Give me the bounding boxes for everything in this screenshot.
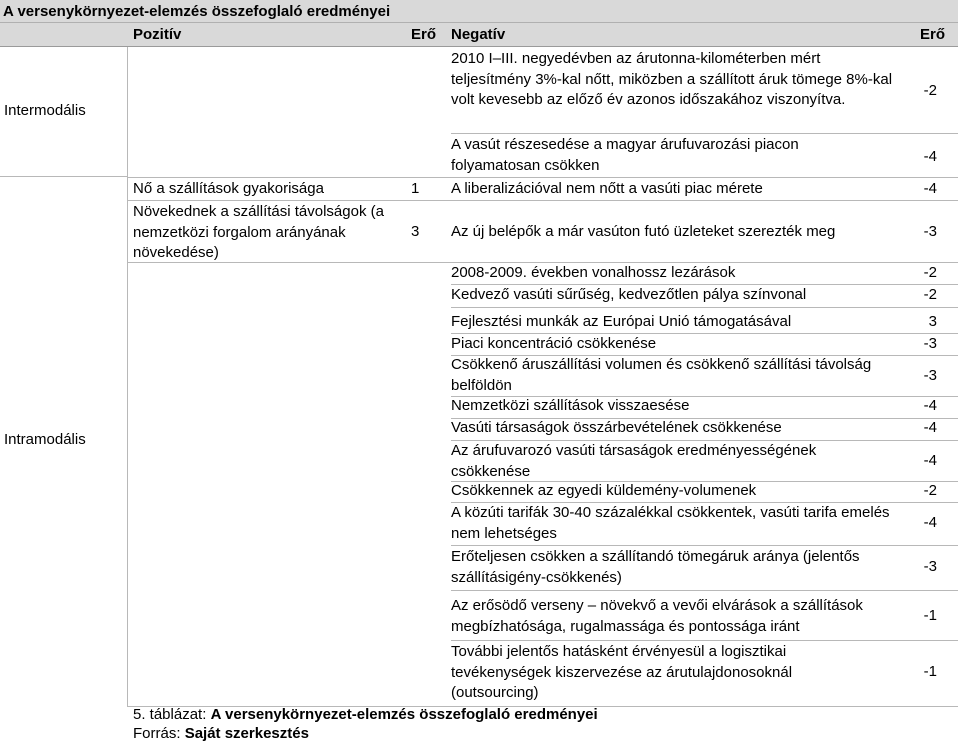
header-negative: Negatív <box>451 26 506 43</box>
row-divider <box>451 133 958 134</box>
header-strength-negative: Erő <box>920 26 946 43</box>
header-positive: Pozitív <box>133 26 182 43</box>
negative-value: -1 <box>923 663 937 680</box>
caption-label: 5. táblázat: <box>133 706 211 723</box>
row-divider <box>128 177 958 178</box>
table-source <box>133 724 309 745</box>
source-value: Saját szerkesztés <box>184 725 309 742</box>
table-title-bar <box>0 0 958 23</box>
negative-value: -2 <box>923 286 937 303</box>
column-divider <box>127 47 128 707</box>
negative-item: 2010 I–III. negyedévben az árutonna-kilométerben mért teljesítmény 3%-kal nőtt, miközben a szállított áruk tömege 8%-kal volt kevesebb az előző év azonos időszakához viszonyítva. <box>451 50 893 108</box>
negative-item: Fejlesztési munkák az Európai Unió támogatásával <box>451 313 792 330</box>
negative-item: Erőteljesen csökken a szállítandó tömegáruk aránya (jelentős szállításigény-csökkenés) <box>451 548 860 586</box>
row-divider <box>451 640 958 641</box>
negative-item: Az új belépők a már vasúton futó üzleteket szerezték meg <box>451 223 836 240</box>
positive-value: 1 <box>411 180 420 197</box>
positive-item: Növekednek a szállítási távolságok (a nemzetközi forgalom arányának növekedése) <box>133 203 384 261</box>
negative-item: A vasút részesedése a magyar árufuvarozási piacon folyamatosan csökken <box>451 136 799 174</box>
negative-value: -4 <box>923 148 937 165</box>
header-row <box>0 23 958 47</box>
row-divider <box>451 590 958 591</box>
negative-value: -2 <box>923 82 937 99</box>
negative-value: -3 <box>923 367 937 384</box>
negative-item: Az árufuvarozó vasúti társaságok eredményességének csökkenése <box>451 442 817 480</box>
negative-item: További jelentős hatásként érvényesül a logisztikai tevékenységek kiszervezése az árutulajdonosoknál (outsourcing) <box>451 643 793 701</box>
category-intermodal: Intermodális <box>4 102 86 119</box>
negative-item: Az erősödő verseny – növekvő a vevői elvárások a szállítások megbízhatósága, rugalmassága és pontossága iránt <box>451 597 863 635</box>
negative-item: Vasúti társaságok összárbevételének csökkenése <box>451 419 782 436</box>
negative-value: -3 <box>923 335 937 352</box>
header-strength-positive: Erő <box>411 26 437 43</box>
negative-value: -3 <box>923 558 937 575</box>
negative-value: -4 <box>923 180 937 197</box>
negative-item: Nemzetközi szállítások visszaesése <box>451 397 690 414</box>
negative-value: -4 <box>923 514 937 531</box>
negative-item: Piaci koncentráció csökkenése <box>451 335 657 352</box>
negative-value: -3 <box>923 223 937 240</box>
negative-value: -4 <box>923 397 937 414</box>
negative-value: -1 <box>923 607 937 624</box>
row-divider <box>451 307 958 308</box>
row-divider <box>128 200 958 201</box>
source-label: Forrás: <box>133 725 185 742</box>
negative-item: Kedvező vasúti sűrűség, kedvezőtlen pálya színvonal <box>451 286 807 303</box>
table-title: A versenykörnyezet-elemzés összefoglaló eredményei <box>3 3 391 20</box>
negative-value: -4 <box>923 452 937 469</box>
negative-item: A közúti tarifák 30-40 százalékkal csökkentek, vasúti tarifa emelés nem lehetséges <box>451 504 890 542</box>
negative-value: -2 <box>923 482 937 499</box>
caption-title: A versenykörnyezet-elemzés összefoglaló eredményei <box>210 706 598 723</box>
category-divider <box>0 176 128 177</box>
negative-item: Csökkennek az egyedi küldemény-volumenek <box>451 482 757 499</box>
negative-value: -2 <box>923 264 937 281</box>
negative-value: 3 <box>928 313 937 330</box>
negative-item: 2008-2009. években vonalhossz lezárások <box>451 264 736 281</box>
negative-item: Csökkenő áruszállítási volumen és csökkenő szállítási távolság belföldön <box>451 356 872 394</box>
table-caption <box>133 705 598 726</box>
row-divider <box>451 545 958 546</box>
category-intramodal: Intramodális <box>4 431 86 448</box>
positive-item: Nő a szállítások gyakorisága <box>133 180 324 197</box>
negative-value: -4 <box>923 419 937 436</box>
positive-value: 3 <box>411 223 420 240</box>
negative-item: A liberalizációval nem nőtt a vasúti piac mérete <box>451 180 763 197</box>
